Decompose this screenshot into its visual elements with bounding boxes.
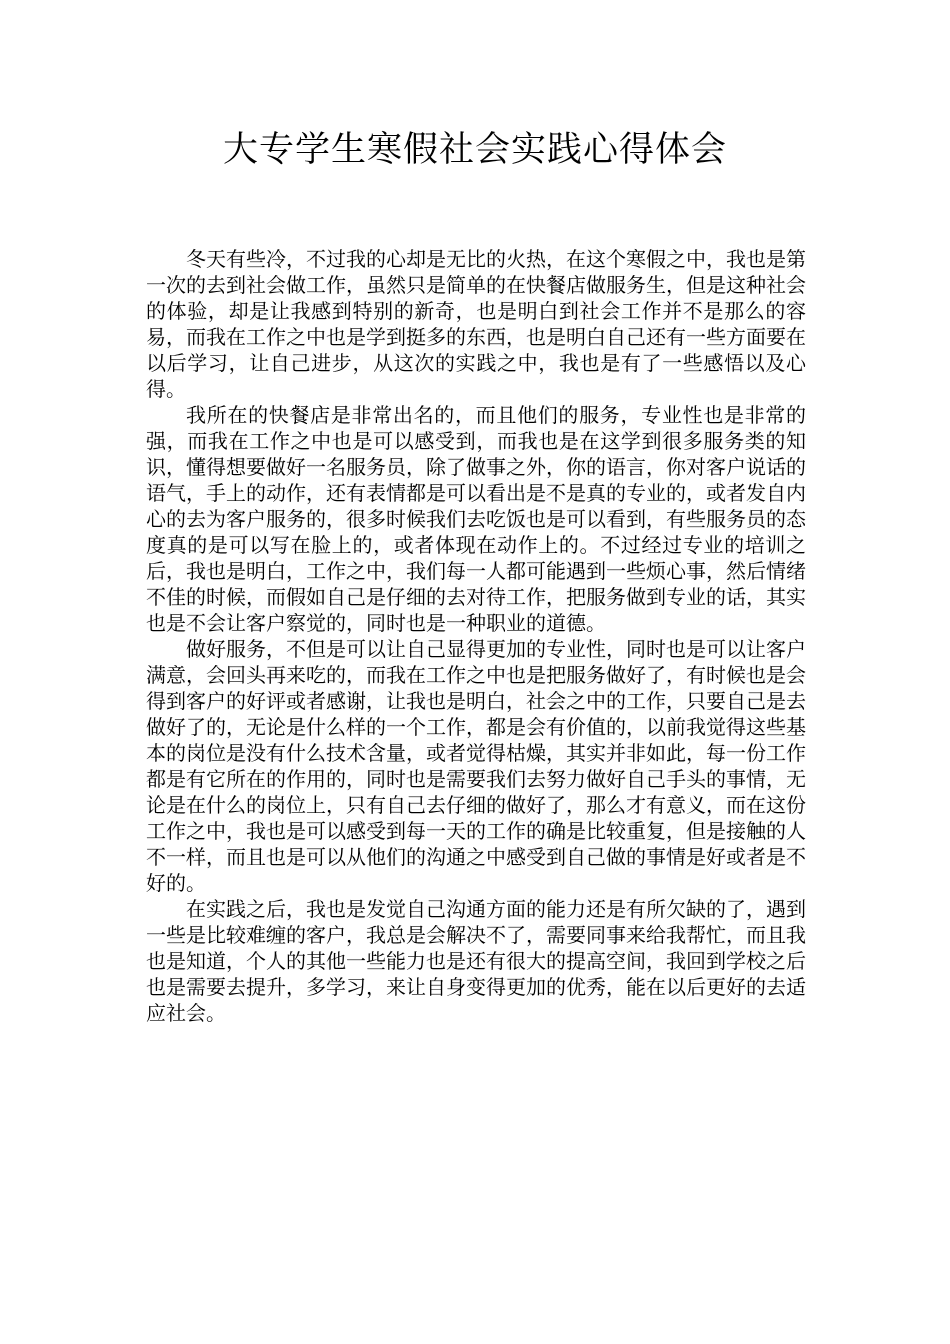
paragraph-3: 做好服务，不但是可以让自己显得更加的专业性，同时也是可以让客户满意，会回头再来吃的，而我在工作之中也是把服务做好了，有时候也是会得到客户的好评或者感谢，让我也是明白，社会之中的工作，只要自己是去做好了的，无论是什么样的一个工作，都是会有价值的，以前我觉得这些基本的岗位是没有什么技术含量，或者觉得枯燥，其实并非如此，每一份工作都是有它所在的作用的，同时也是需要我们去努力做好自己手头的事情，无论是在什么的岗位上，只有自己去仔细的做好了，那么才有意义，而在这份工作之中，我也是可以感受到每一天的工作的确是比较重复，但是接触的人不一样，而且也是可以从他们的沟通之中感受到自己做的事情是好或者是不好的。 [146,637,806,895]
paragraph-2: 我所在的快餐店是非常出名的，而且他们的服务，专业性也是非常的强，而我在工作之中也是可以感受到，而我也是在这学到很多服务类的知识，懂得想要做好一名服务员，除了做事之外，你的语言，你对客户说话的语气，手上的动作，还有表情都是可以看出是不是真的专业的，或者发自内心的去为客户服务的，很多时候我们去吃饭也是可以看到，有些服务员的态度真的是可以写在脸上的，或者体现在动作上的。不过经过专业的培训之后，我也是明白，工作之中，我们每一人都可能遇到一些烦心事，然后情绪不佳的时候，而假如自己是仔细的去对待工作，把服务做到专业的话，其实也是不会让客户察觉的，同时也是一种职业的道德。 [146,403,806,635]
paragraph-1: 冬天有些冷，不过我的心却是无比的火热，在这个寒假之中，我也是第一次的去到社会做工作，虽然只是简单的在快餐店做服务生，但是这种社会的体验，却是让我感到特别的新奇，也是明白到社会工作并不是那么的容易，而我在工作之中也是学到挺多的东西，也是明白自己还有一些方面要在以后学习，让自己进步，从这次的实践之中，我也是有了一些感悟以及心得。 [146,247,806,401]
document-body [146,246,806,1026]
paragraph-4: 在实践之后，我也是发觉自己沟通方面的能力还是有所欠缺的了，遇到一些是比较难缠的客户，我总是会解决不了，需要同事来给我帮忙，而且我也是知道，个人的其他一些能力也是还有很大的提高空间，我回到学校之后也是需要去提升，多学习，来让自身变得更加的优秀，能在以后更好的去适应社会。 [146,897,806,1025]
document-title: 大专学生寒假社会实践心得体会 [222,130,727,170]
